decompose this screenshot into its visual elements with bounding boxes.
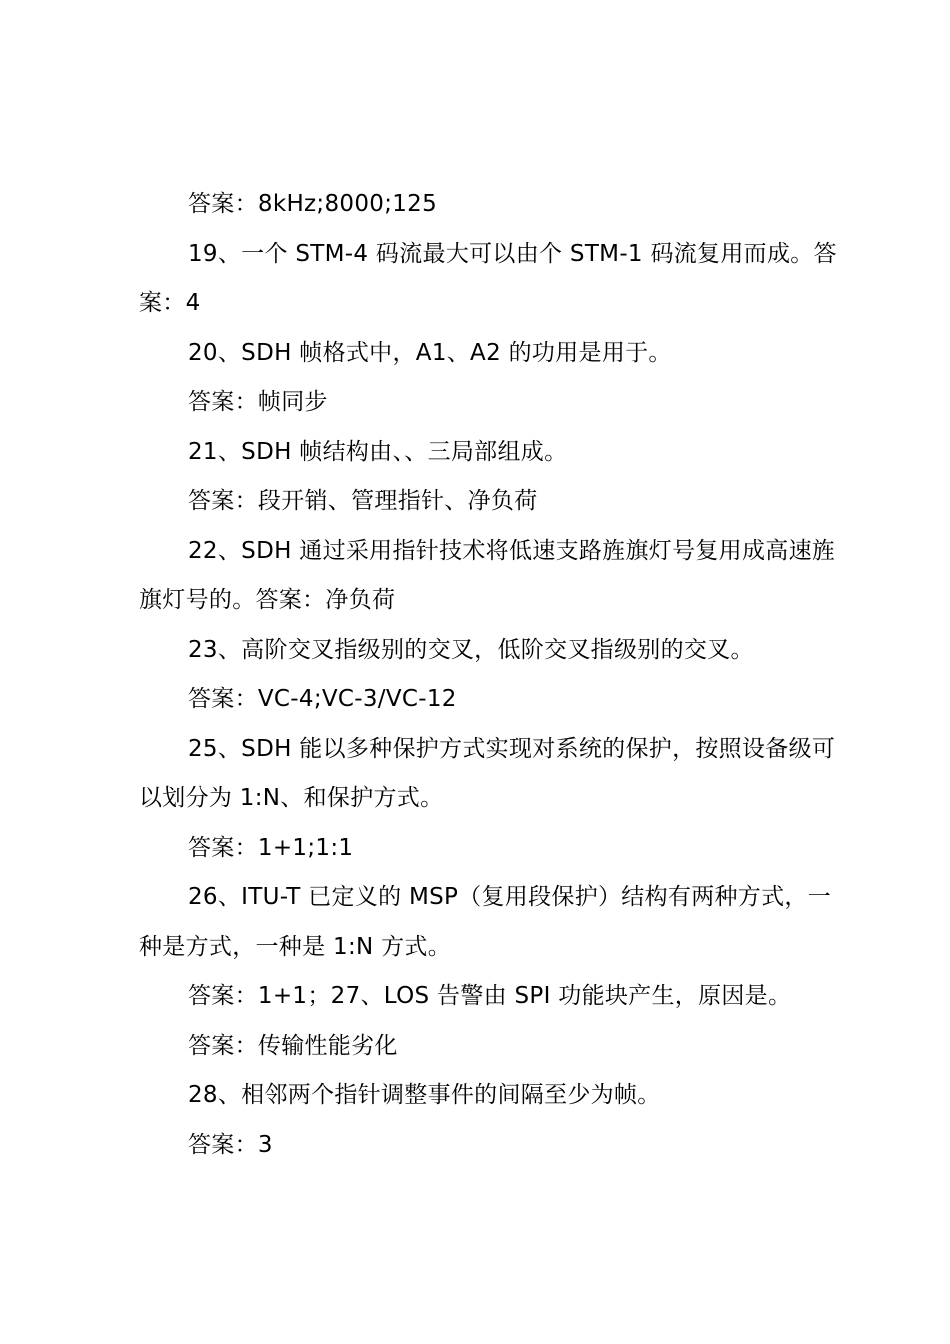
question-21: 21、SDH 帧结构由、、三局部组成。 — [188, 438, 568, 465]
answer-paragraph: 答案：1+1；27、LOS 告警由 SPI 功能块产生，原因是。 — [188, 983, 792, 1009]
answer-paragraph: 答案：帧同步 — [188, 389, 328, 415]
question-26: 26、ITU-T 已定义的 MSP（复用段保护）结构有两种方式，一种是方式，一种是 1:N 方式。 — [139, 884, 832, 960]
question-23: 23、高阶交叉指级别的交叉，低阶交叉指级别的交叉。 — [188, 636, 754, 663]
question-19: 19、一个 STM-4 码流最大可以由个 STM-1 码流复用而成。答案：4 — [139, 240, 837, 316]
question-25: 25、SDH 能以多种保护方式实现对系统的保护，按照设备级可以划分为 1:N、和保护方式。 — [139, 735, 836, 811]
document-body — [139, 180, 839, 1170]
answer-paragraph: 答案：8kHz;8000;125 — [188, 191, 438, 217]
answer-paragraph: 答案：1+1;1:1 — [188, 834, 354, 861]
answer-paragraph: 答案：VC-4;VC-3/VC-12 — [188, 686, 457, 712]
answer-paragraph: 答案：传输性能劣化 — [188, 1032, 398, 1059]
question-22: 22、SDH 通过采用指针技术将低速支路旌旗灯号复用成高速旌旗灯号的。答案：净负荷 — [139, 537, 836, 613]
answer-paragraph: 答案：3 — [188, 1131, 273, 1158]
question-20: 20、SDH 帧格式中，A1、A2 的功用是用于。 — [188, 339, 672, 366]
answer-paragraph: 答案：段开销、管理指针、净负荷 — [188, 488, 538, 514]
question-28: 28、相邻两个指针调整事件的间隔至少为帧。 — [188, 1082, 661, 1108]
